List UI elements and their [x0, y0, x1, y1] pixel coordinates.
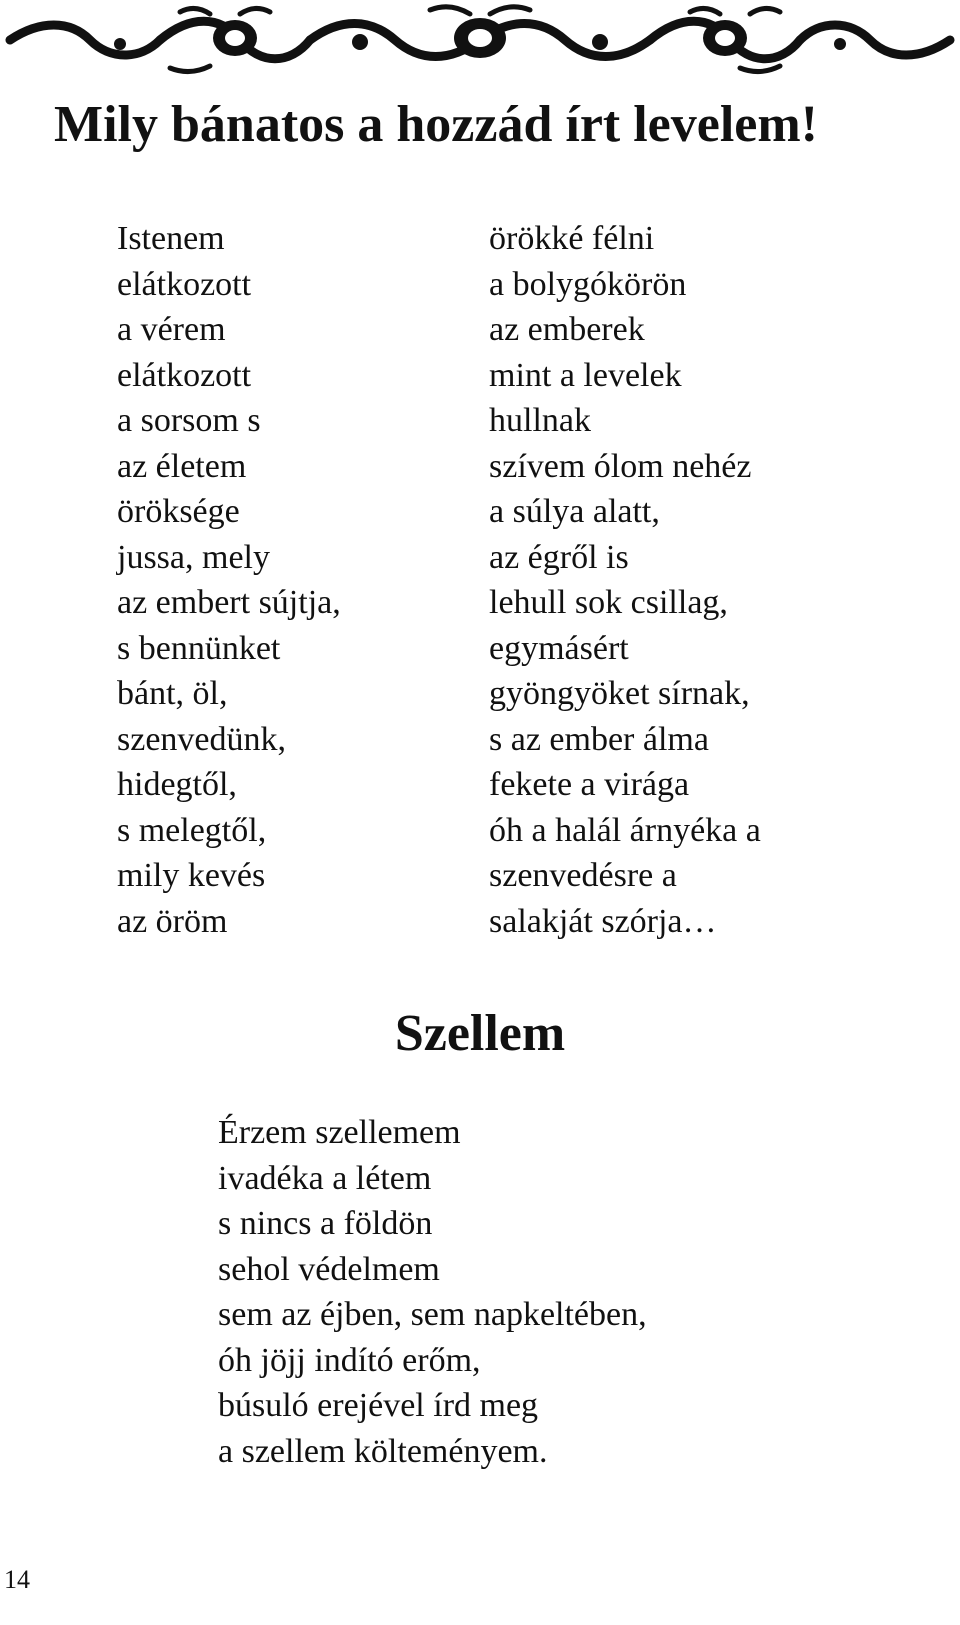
poem-line: az égről is [489, 538, 629, 576]
poem-line: lehull sok csillag, [489, 584, 728, 621]
poem-line: örökké félni [489, 220, 655, 257]
page-number: 14 [4, 1565, 30, 1594]
poem-title: Mily bánatos a hozzád írt levelem! [54, 96, 818, 153]
poem-line: elátkozott [117, 356, 252, 394]
poem-line: jussa, mely [117, 538, 270, 576]
poem-line: bánt, öl, [117, 675, 228, 712]
poem-line: ivadéka a létem [218, 1159, 432, 1197]
poem-line: a szellem költeményem. [218, 1432, 548, 1470]
poem-line: a vérem [117, 311, 226, 348]
poem-line: öröksége [117, 493, 240, 530]
poem-line: az életem [117, 447, 247, 485]
poem-line: szívem ólom nehéz [489, 447, 752, 485]
poem-line: s bennünket [117, 629, 281, 667]
poem-line: szenvedünk, [117, 720, 287, 758]
poem-line: s az ember álma [489, 720, 709, 758]
poem-right-column [489, 216, 761, 944]
poem-line: elátkozott [117, 265, 252, 303]
poem-line: hidegtől, [117, 766, 237, 803]
poem-line: az embert sújtja, [117, 584, 341, 621]
poem-line: mint a levelek [489, 356, 682, 394]
poem-line: óh jöjj indító erőm, [218, 1341, 481, 1379]
poem-line: egymásért [489, 629, 629, 667]
poem-line: s nincs a földön [218, 1205, 433, 1242]
poem-body [218, 1110, 647, 1474]
poem-line: sem az éjben, sem napkeltében, [218, 1296, 647, 1333]
poem-line: hullnak [489, 402, 591, 439]
poem-line: óh a halál árnyéka a [489, 811, 761, 849]
poem-left-column [117, 216, 341, 944]
poem-line: sehol védelmem [218, 1250, 440, 1288]
poem-line: gyöngyöket sírnak, [489, 675, 750, 712]
poem-line: Istenem [117, 220, 225, 257]
poem-line: Érzem szellemem [218, 1114, 461, 1151]
poem-line: a sorsom s [117, 402, 261, 439]
poem-line: búsuló erejével írd meg [218, 1387, 539, 1424]
poem-line: a bolygókörön [489, 265, 687, 303]
poem-title: Szellem [394, 1005, 566, 1062]
poem-line: szenvedésre a [489, 857, 677, 894]
poem-line: az öröm [117, 902, 228, 940]
poem-line: fekete a virága [489, 766, 690, 803]
poem-line: s melegtől, [117, 811, 267, 849]
poem-line: salakját szórja… [489, 902, 717, 940]
poem-line: a súlya alatt, [489, 493, 660, 530]
poem-line: az emberek [489, 311, 645, 348]
poem-line: mily kevés [117, 857, 266, 894]
decorative-ornament-border [0, 0, 960, 80]
